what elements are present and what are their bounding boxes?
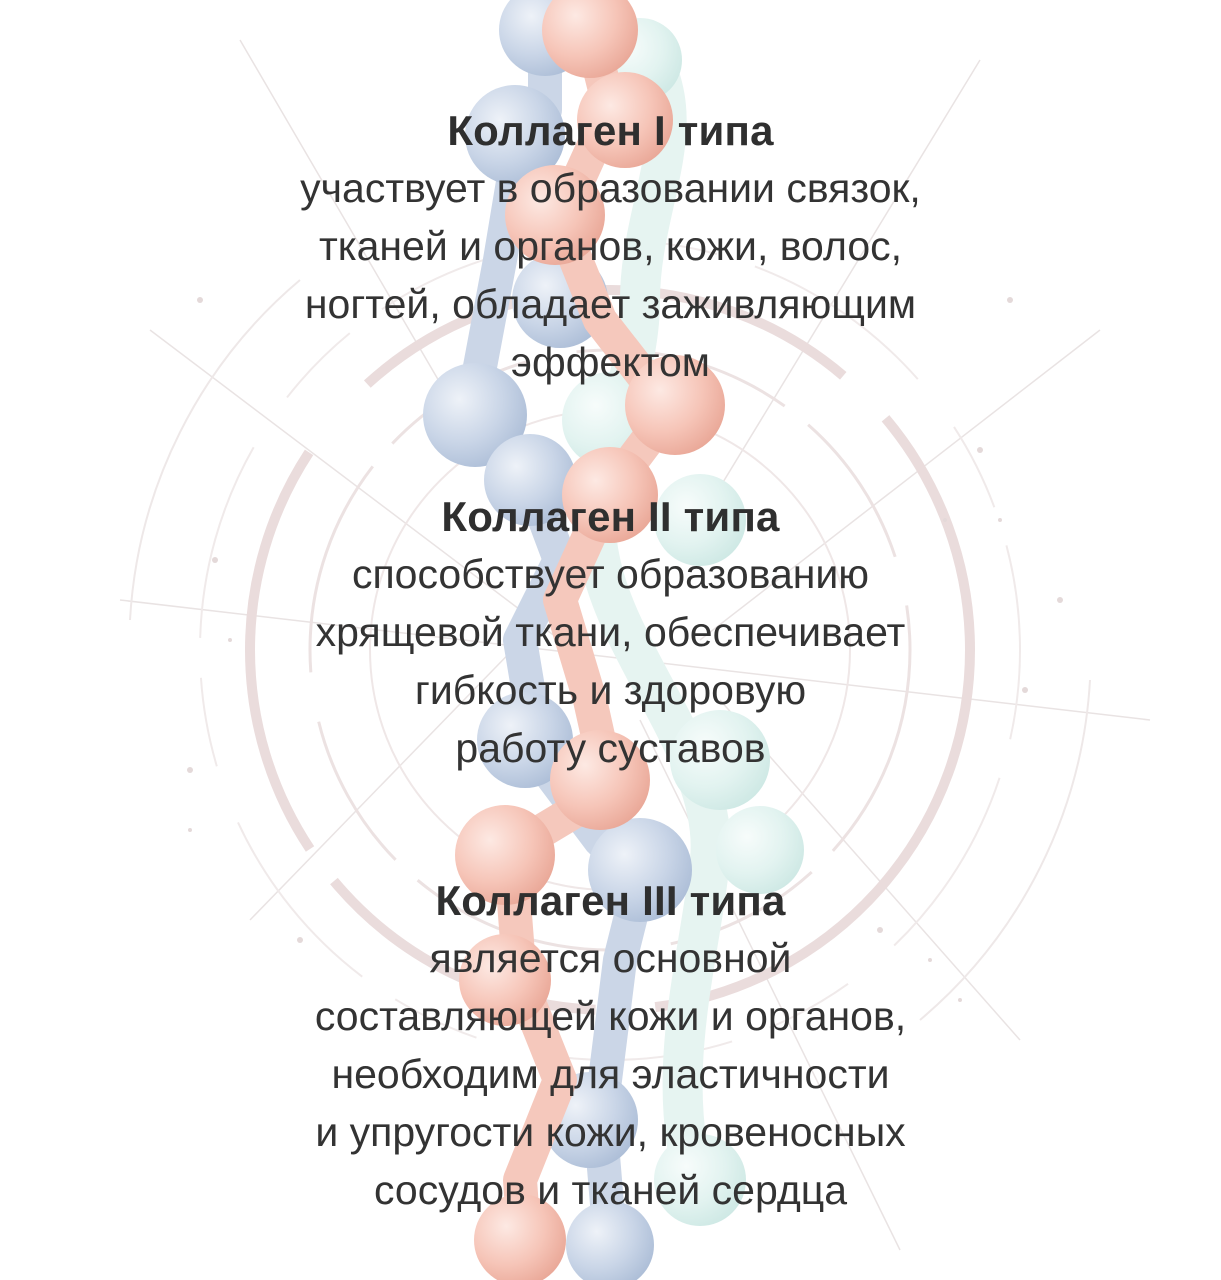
description-line: сосудов и тканей сердца: [373, 1167, 848, 1213]
description-line: ногтей, обладает заживляющим: [304, 281, 917, 327]
description-line: является основной: [429, 935, 792, 981]
description-line: гибкость и здоровую: [414, 667, 807, 713]
description-line: составляющей кожи и органов,: [314, 993, 907, 1039]
description-line: хрящевой ткани, обеспечивает: [315, 609, 906, 655]
collagen-type-1-section: [0, 103, 1221, 391]
section-title: Коллаген II типа: [441, 493, 780, 540]
section-title: Коллаген III типа: [435, 877, 786, 924]
collagen-type-2-section: [0, 489, 1221, 777]
description-line: необходим для эластичности: [331, 1051, 890, 1097]
description-line: участвует в образовании связок,: [300, 165, 921, 211]
collagen-type-3-section: [0, 873, 1221, 1219]
description-line: способствует образованию: [351, 551, 870, 597]
section-title: Коллаген I типа: [447, 107, 774, 154]
description-line: и упругости кожи, кровеносных: [315, 1109, 906, 1155]
description-line: работу суставов: [455, 725, 766, 771]
description-line: эффектом: [511, 339, 710, 385]
description-line: тканей и органов, кожи, волос,: [318, 223, 903, 269]
